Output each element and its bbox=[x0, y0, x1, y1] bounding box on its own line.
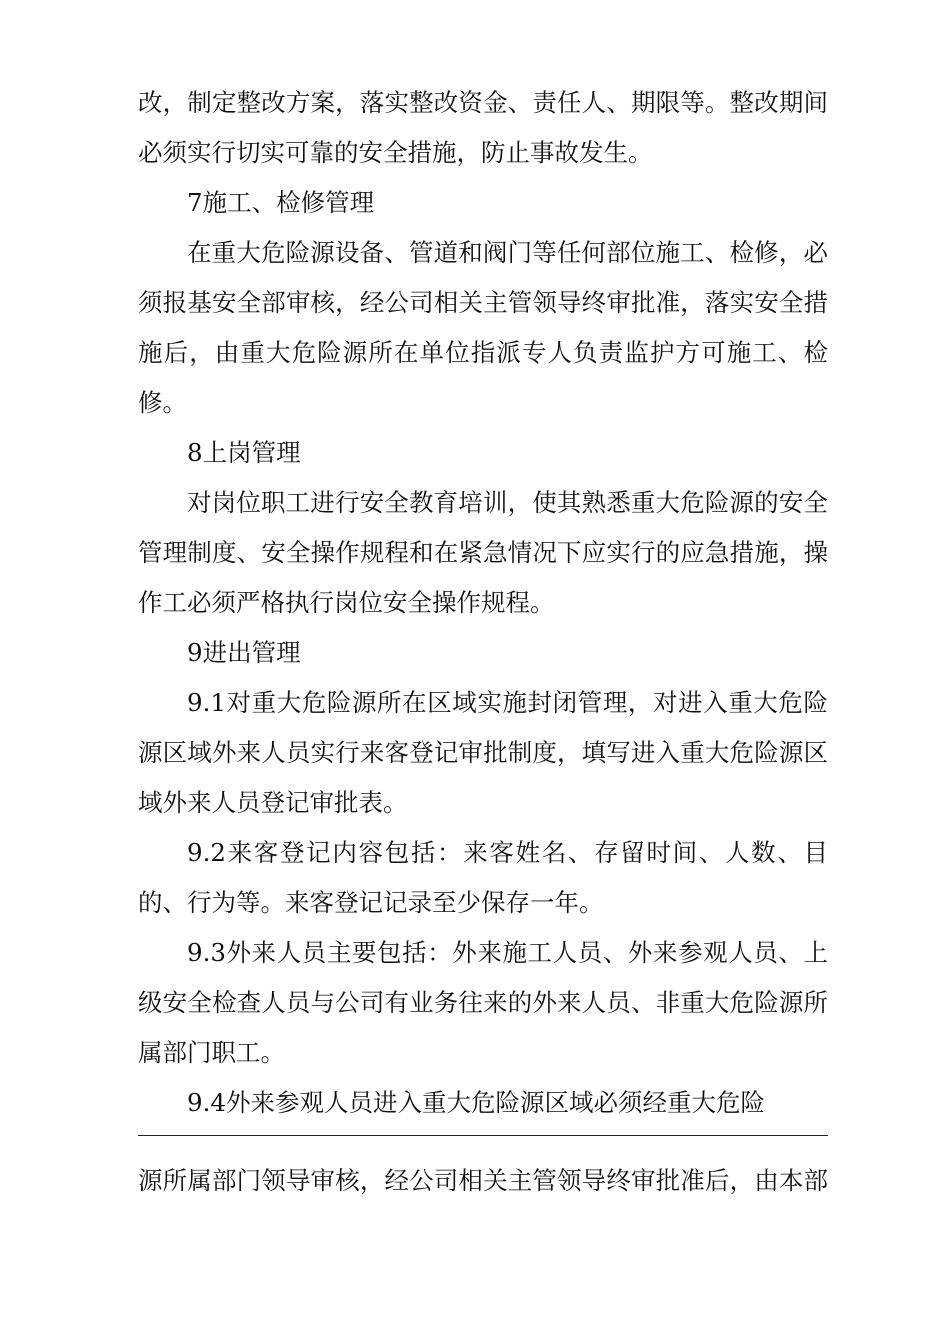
document-body bbox=[138, 78, 828, 1128]
paragraph-line: 域外来人员登记审批表。 bbox=[138, 788, 408, 817]
section-heading-8: 8上岗管理 bbox=[187, 438, 301, 467]
section-heading-7: 7施工、检修管理 bbox=[187, 188, 375, 217]
paragraph-line: 9.3外来人员主要包括：外来施工人员、外来参观人员、上 bbox=[187, 938, 828, 967]
paragraph-line: 对岗位职工进行安全教育培训，使其熟悉重大危险源的安全 bbox=[187, 488, 828, 517]
paragraph-line: 必须实行切实可靠的安全措施，防止事故发生。 bbox=[138, 138, 653, 167]
paragraph-line: 作工必须严格执行岗位安全操作规程。 bbox=[138, 588, 555, 617]
paragraph-line: 须报基安全部审核，经公司相关主管领导终审批准，落实安全措 bbox=[138, 288, 828, 317]
paragraph-line: 施后，由重大危险源所在单位指派专人负责监护方可施工、检 bbox=[138, 338, 828, 367]
paragraph-line: 改，制定整改方案，落实整改资金、责任人、期限等。整改期间 bbox=[138, 88, 828, 117]
paragraph-line: 源区域外来人员实行来客登记审批制度，填写进入重大危险源区 bbox=[138, 738, 828, 767]
paragraph-line: 的、行为等。来客登记记录至少保存一年。 bbox=[138, 888, 604, 917]
paragraph-line: 9.4外来参观人员进入重大危险源区域必须经重大危险 bbox=[187, 1088, 765, 1117]
next-page-body bbox=[138, 1156, 828, 1206]
paragraph-line: 级安全检查人员与公司有业务往来的外来人员、非重大危险源所 bbox=[138, 988, 828, 1017]
paragraph-line: 源所属部门领导审核，经公司相关主管领导终审批准后，由本部 bbox=[138, 1166, 828, 1195]
paragraph-line: 9.1对重大危险源所在区域实施封闭管理，对进入重大危险 bbox=[187, 688, 828, 717]
section-heading-9: 9进出管理 bbox=[187, 638, 301, 667]
paragraph-line: 9.2来客登记内容包括：来客姓名、存留时间、人数、目 bbox=[187, 838, 828, 867]
paragraph-line: 属部门职工。 bbox=[138, 1038, 285, 1067]
paragraph-line: 在重大危险源设备、管道和阀门等任何部位施工、检修，必 bbox=[187, 238, 828, 267]
page-divider bbox=[138, 1135, 828, 1136]
paragraph-line: 修。 bbox=[138, 388, 187, 417]
paragraph-line: 管理制度、安全操作规程和在紧急情况下应实行的应急措施，操 bbox=[138, 538, 828, 567]
